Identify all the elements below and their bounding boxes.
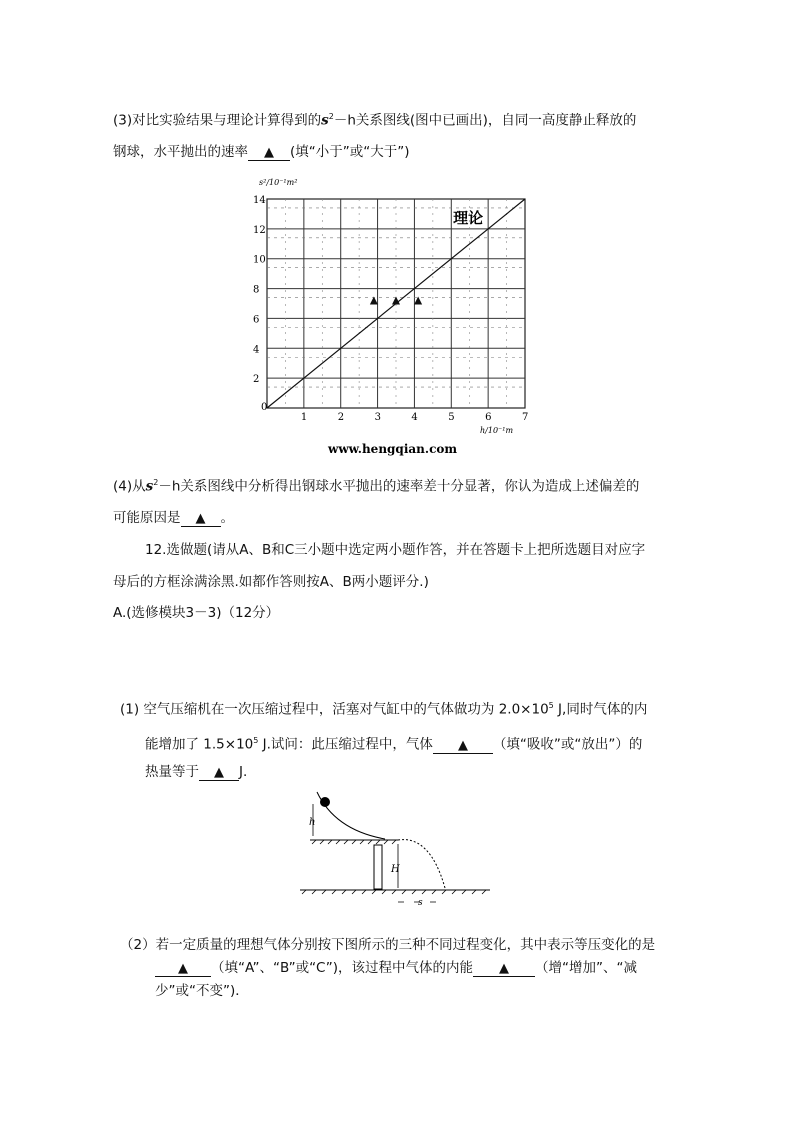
x-axis-label: h/10⁻¹m (480, 426, 514, 435)
x-tick-label: 0 (261, 402, 268, 413)
x-tick-label: 2 (337, 412, 345, 423)
y-tick-label: 14 (253, 195, 266, 206)
var-s: s (321, 112, 329, 129)
text: （填“吸收”或“放出”）的 (492, 736, 643, 753)
q12-line1: 12.选做题(请从A、B和C三小题中选定两小题作答，并在答题卡上把所选题目对应字 (145, 542, 646, 558)
x-tick-label: 7 (522, 412, 529, 423)
text: J,同时气体的内 (553, 701, 648, 718)
label-s: s (418, 898, 423, 908)
superscript: 2 (153, 478, 159, 487)
superscript: 2 (328, 112, 334, 121)
text: （增“增加”、“减 (535, 960, 637, 976)
superscript: 5 (253, 736, 259, 745)
text: －h (158, 478, 181, 495)
a1-line1 (120, 697, 647, 719)
answer-blank[interactable]: ▲ (433, 739, 493, 754)
text: 热量等于 (145, 764, 199, 780)
y-tick-label: 4 (253, 344, 260, 356)
trajectory (398, 840, 445, 888)
s2-h-chart (240, 170, 540, 460)
a1-line2 (145, 732, 642, 754)
label-h: h (309, 817, 316, 828)
a1-line3 (145, 763, 247, 781)
q12-line2: 母后的方框涂满涂黑.如都作答则按A、B两小题评分.) (113, 574, 429, 590)
answer-blank[interactable]: ▲ (473, 962, 535, 977)
q3-line2 (113, 143, 410, 161)
ball (320, 797, 330, 807)
answer-blank[interactable]: ▲ (181, 512, 221, 527)
answer-blank[interactable]: ▲ (248, 146, 290, 161)
text: 钢球，水平抛出的速率 (113, 144, 248, 160)
text: J. (239, 764, 248, 780)
text: (4)从 (113, 478, 146, 495)
y-tick-label: 8 (253, 284, 260, 296)
section-a-heading: A.(选修模块3－3)（12分） (113, 605, 280, 621)
x-tick-label: 5 (448, 412, 455, 423)
text: (3)对比实验结果与理论计算得到的 (113, 112, 322, 129)
y-axis-label: s²/10⁻¹m² (259, 178, 298, 187)
text: 可能原因是 (113, 510, 181, 526)
text: 关系图线中分析得出钢球水平抛出的速率差十分显著，你认为造成上述偏差的 (180, 478, 640, 495)
text: (填“小于”或“大于”) (290, 144, 410, 160)
x-tick-label: 1 (300, 412, 308, 423)
y-tick-label: 10 (253, 254, 266, 266)
x-tick-label: 4 (411, 412, 418, 423)
y-tick-label: 6 (253, 314, 260, 326)
var-s: s (145, 478, 154, 495)
a2-line3: 少”或“不变”)． (155, 983, 249, 999)
text: 。 (220, 510, 234, 526)
label-H: H (391, 864, 400, 875)
data-point (370, 297, 378, 305)
theory-annotation: 理论 (453, 208, 484, 227)
text: 能增加了 1.5×10 (145, 736, 254, 753)
text: 关系图线(图中已画出)，自同一高度静止释放的 (355, 112, 637, 129)
x-tick-label: 3 (374, 412, 381, 423)
superscript: 5 (548, 701, 554, 710)
text: (1) 空气压缩机在一次压缩过程中，活塞对气缸中的气体做功为 2.0×10 (120, 701, 549, 718)
a2-line2 (155, 959, 637, 977)
watermark-text: www.hengqian.com (328, 442, 458, 456)
answer-blank[interactable]: ▲ (155, 962, 211, 977)
y-tick-label: 2 (253, 374, 260, 386)
table-leg (374, 845, 382, 889)
y-tick-label: 12 (253, 224, 266, 236)
text: －h (333, 112, 356, 129)
q4-line1 (113, 474, 639, 496)
q3-line1 (113, 108, 636, 130)
x-tick-label: 6 (485, 412, 492, 423)
text: （填“A”、“B”或“C”)，该过程中气体的内能 (211, 960, 473, 976)
a2-line1: （2）若一定质量的理想气体分别按下图所示的三种不同过程变化，其中表示等压变化的是 (120, 937, 656, 953)
q4-line2 (113, 509, 234, 527)
text: J.试问：此压缩过程中，气体 (258, 736, 433, 753)
projectile-diagram (290, 780, 530, 910)
answer-blank[interactable]: ▲ (199, 766, 239, 781)
